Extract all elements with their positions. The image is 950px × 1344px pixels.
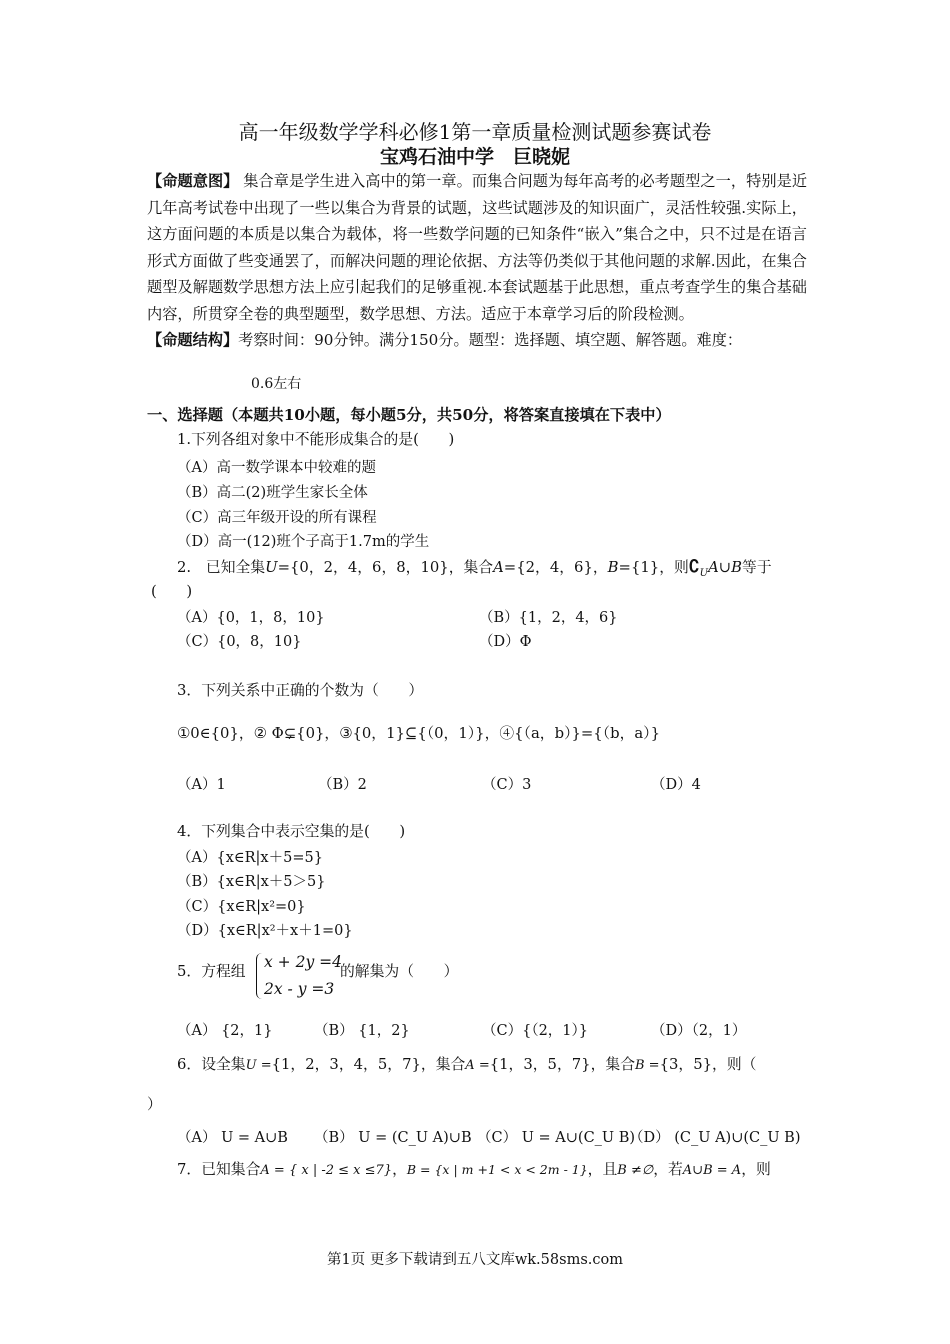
- question-3: 3．下列关系中正确的个数为（ ）: [177, 682, 424, 699]
- q5-option-d: （D）（2，1）: [651, 1023, 747, 1039]
- q5-stem-end: 的解集为（ ）: [340, 963, 459, 980]
- q1-emph-2: 能: [309, 431, 325, 448]
- q2-option-c: （C）{0，8，10}: [177, 634, 302, 650]
- structure-text: 考察时间：90分钟。满分150分。题型：选择题、填空题、解答题。难度：: [238, 331, 743, 349]
- q6-option-b: （B） U = (C_U A)∪B: [314, 1130, 472, 1146]
- q5-equation-1: x + 2y =4: [264, 953, 342, 971]
- q2-b: B: [607, 559, 619, 576]
- q7-stem: 7．已知集合: [177, 1161, 261, 1178]
- q2-expr: A∪B: [708, 559, 743, 576]
- q2-option-d: （D）Φ: [479, 634, 532, 650]
- q6-paren-close: ）: [147, 1096, 162, 1113]
- q3-relations: ①0∈{0}，② Φ⊊{0}，③{0，1}⊆{（0，1）}，④{（a，b）}={（b，a）}: [177, 725, 660, 742]
- q5-equation-2: 2x - y =3: [264, 980, 335, 998]
- question-2: [177, 556, 772, 579]
- q6-b-eq: B =: [635, 1058, 660, 1073]
- q6-stem-2: {1，2，3，4，5，7}，集合: [271, 1056, 466, 1073]
- q7-cond-1: B ≠∅: [617, 1163, 654, 1178]
- q1-option-d: （D）高一(12)班个子高于1.7m的学生: [177, 534, 430, 550]
- q7-stem-2: ，且: [587, 1161, 618, 1178]
- q4-option-d: （D）{x∈R|x²＋x＋1=0}: [177, 923, 353, 939]
- difficulty-value: 0.6左右: [251, 376, 302, 392]
- q4-option-a: （A）{x∈R|x＋5=5}: [177, 850, 323, 866]
- q3-option-c: （C）3: [482, 777, 532, 793]
- q6-u-eq: U =: [245, 1058, 272, 1073]
- q6-option-a: （A） U = A∪B: [177, 1130, 288, 1146]
- page-footer: 第1页 更多下载请到五八文库wk.58sms.com: [327, 1252, 623, 1268]
- q2-a: A: [493, 559, 504, 576]
- question-5: 5．方程组: [177, 963, 246, 980]
- q5-option-c: （C）{（2，1）}: [482, 1023, 588, 1039]
- q1-option-a: （A）高一数学课本中较难的题: [177, 460, 376, 476]
- q6-stem: 6．设全集: [177, 1056, 246, 1073]
- q1-stem: 1.下列各组对象中: [177, 431, 295, 448]
- author-line: 宝鸡石油中学 巨晓妮: [379, 146, 570, 168]
- q2-u: U: [265, 559, 278, 576]
- q4-option-b: （B）{x∈R|x＋5＞5}: [177, 874, 326, 890]
- section-heading: 一、选择题（本题共10小题，每小题5分，共50分，将答案直接填在下表中）: [147, 406, 671, 424]
- question-7: [177, 1158, 771, 1179]
- q5-option-a: （A） {2，1}: [177, 1023, 273, 1039]
- q7-cond-2: A∪B = A: [682, 1163, 742, 1178]
- question-4: 4．下列集合中表示空集的是( ): [177, 823, 406, 840]
- q6-stem-4: {3，5}，则（: [659, 1056, 757, 1073]
- question-6: [177, 1053, 756, 1074]
- q7-stem-3: ，若: [653, 1161, 683, 1178]
- q3-option-b: （B）2: [318, 777, 367, 793]
- q2-stem: 2. 已知全集: [177, 559, 266, 576]
- q2-stem-5: 等于: [742, 559, 772, 576]
- intent-text: 集合章是学生进入高中的第一章。而集合问题为每年高考的必考题型之一，特别是近几年高考试卷中出现了一些以集合为背景的试题，这些试题涉及的知识面广，灵活性较强.实际上，这方面问题的本质是以集合为载体，将一些数学问题的已知条件“嵌入”集合之中，只不过是在语言形式方面做了些变通罢了，而解决问题的理论依据、方法等仍类似于其他问题的求解.因此，在集合题型及解题数学思想方法上应引起我们的足够重视.本套试题基于此思想，重点考查学生的集合基础内容，所贯穿全卷的典型题型，数学思想、方法。适应于本章学习后的阶段检测。: [147, 172, 808, 323]
- question-1: [177, 428, 454, 449]
- q6-option-c: （C） U = A∪(C_U B): [477, 1130, 636, 1146]
- q4-option-c: （C）{x∈R|x²=0}: [177, 899, 306, 915]
- q5-option-b: （B） {1，2}: [314, 1023, 410, 1039]
- q1-option-c: （C）高三年级开设的所有课程: [177, 510, 377, 526]
- q2-sub-u: U: [699, 567, 709, 579]
- q7-stem-4: ，则: [741, 1161, 771, 1178]
- complement-symbol: ∁: [688, 557, 700, 577]
- intro-paragraph: [147, 168, 807, 354]
- q7-set-a: A = { x | -2 ≤ x ≤7}: [260, 1163, 393, 1178]
- q7-set-b: B = {x | m +1 < x < 2m - 1}: [406, 1162, 588, 1177]
- structure-label: 【命题结构】: [147, 331, 239, 349]
- q6-stem-3: {1，3，5，7}，集合: [489, 1056, 635, 1073]
- q2-stem-4: ={1}，则: [618, 559, 689, 576]
- q1-emph-1: 不: [294, 431, 310, 448]
- q6-a-eq: A =: [465, 1058, 490, 1073]
- q3-option-d: （D）4: [651, 777, 701, 793]
- q3-option-a: （A）1: [177, 777, 226, 793]
- intent-label: 【命题意图】: [147, 172, 239, 190]
- q2-option-a: （A）{0，1，8，10}: [177, 610, 325, 626]
- q2-stem-2: ={0，2，4，6，8，10}，集合: [277, 559, 494, 576]
- q1-option-b: （B）高二(2)班学生家长全体: [177, 485, 368, 501]
- q2-stem-3: ={2，4，6}，: [503, 559, 608, 576]
- q2-paren: ( ): [151, 583, 193, 600]
- page-title: 高一年级数学学科必修1第一章质量检测试题参赛试卷: [238, 120, 712, 144]
- q7-sep: ，: [392, 1161, 407, 1178]
- q1-stem-end: 形成集合的是( ): [324, 431, 455, 448]
- q2-option-b: （B）{1，2，4，6}: [479, 610, 618, 626]
- q6-option-d: （D） (C_U A)∪(C_U B): [629, 1130, 801, 1146]
